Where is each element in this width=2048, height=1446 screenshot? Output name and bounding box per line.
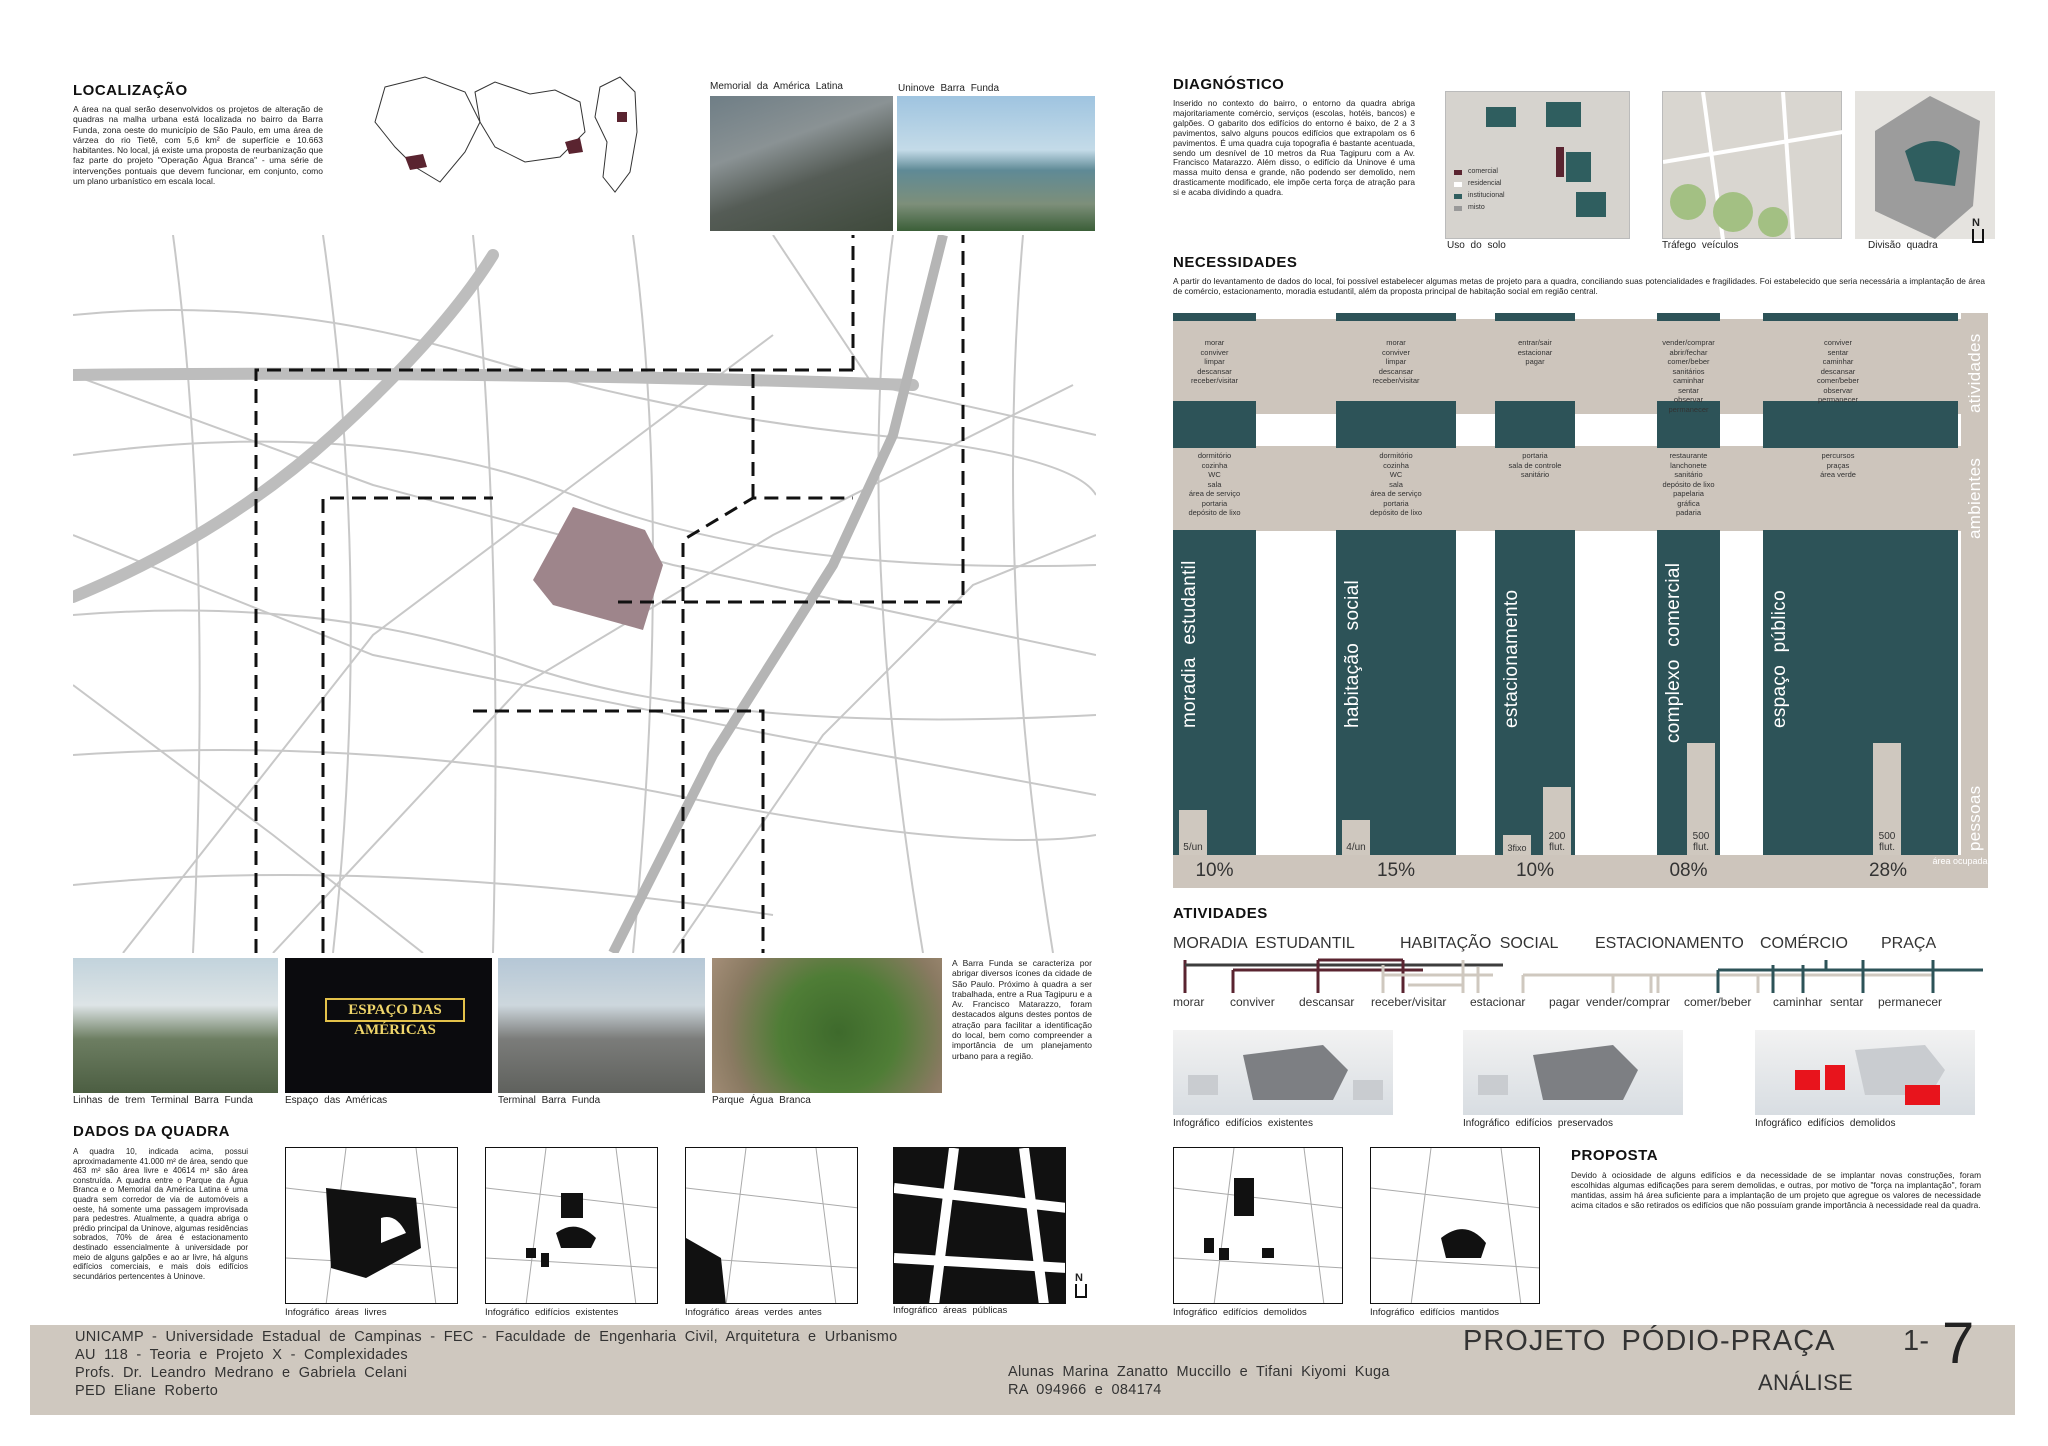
dados-text: A quadra 10, indicada acima, possui aproximadamente 41.000 m² de área, sendo que 463 m² são área livre e 40614 m² são área construída. A quadra entre o Parque da Água Branca e o Memorial da América Latina é uma quadra sem corredor de via de automóveis a oeste, há somente uma passagem improvisada para pedestres. Atualmente, a quadra abriga o prédio principal da Uninove, algumas residências sobrados, 70% de área é estacionamento destinado essencialmente à universidade por meio de alguns galpões e ao ar livre, há alguns edifícios comerciais, e mais dois edifícios secundários pertencentes à Uninove. <box>73 1147 248 1281</box>
map-areas-publicas <box>893 1147 1066 1304</box>
legend: comercial residencial institucional misto <box>1468 168 1505 211</box>
photo-caption: Terminal Barra Funda <box>498 1095 601 1106</box>
activity-list: morar conviver limpar descansar receber/visitar <box>1372 338 1420 385</box>
map-areas-verdes <box>685 1147 858 1304</box>
memorial-photo <box>710 96 893 231</box>
sheet-number: 7 <box>1942 1311 1975 1376</box>
project-title: PROJETO PÓDIO-PRAÇA <box>1463 1325 1836 1357</box>
uninove-photo <box>897 96 1095 231</box>
infografico-caption: Infográfico edifícios existentes <box>1173 1118 1313 1129</box>
needs-chart <box>1173 313 1988 888</box>
map-caption: Uso do solo <box>1447 240 1506 251</box>
area-percent: 10% <box>1195 860 1234 881</box>
necessidades-text: A partir do levantamento de dados do local, foi possível estabelecer algumas metas de projeto para a quadra, conciliando suas potencialidades e fragilidades. Foi estabelecido que seria necessária a implantação de área de comércio, estacionamento, moradia estudantil, além da proposta principal de habitação social em região central. <box>1173 276 1985 296</box>
side-label: atividades <box>1965 333 1984 413</box>
map-demolidos <box>1173 1147 1343 1304</box>
area-percent: 15% <box>1376 860 1416 881</box>
map-caption: Infográfico áreas verdes antes <box>685 1307 822 1318</box>
north-icon: N <box>1972 217 1984 243</box>
dados-title: DADOS DA QUADRA <box>73 1123 230 1140</box>
activity-links <box>1173 955 1983 995</box>
ambiente-list: restaurante lanchonete sanitário depósito de lixo papelaria gráfica padaria <box>1662 451 1715 517</box>
people-bar: 200 flut. <box>1543 787 1571 855</box>
train-photo <box>73 958 278 1093</box>
area-percent: 28% <box>1868 860 1908 881</box>
people-bar: 500 flut. <box>1873 743 1901 855</box>
ambiente-list: percursos praças área verde <box>1820 451 1856 479</box>
ambiente-list: dormitório cozinha WC sala área de serviço portaria depósito de lixo <box>1188 451 1241 517</box>
map-edificios-existentes <box>485 1147 658 1304</box>
map-caption: Tráfego veículos <box>1662 240 1739 251</box>
photo-caption: Parque Água Branca <box>712 1095 811 1106</box>
diagnostico-text: Inserido no contexto do bairro, o entorno da quadra abriga majoritariamente comércio, serviços (escolas, hotéis, bancos) e galpões. O gabarito dos edifícios do entorno é baixo, de 2 a 3 pavimentos, salvo alguns poucos edifícios que extrapolam os 6 pavimentos. É uma quadra cuja topografia é bastante acentuada, sendo um desnível de 10 metros da Rua Tagipuru com a Av. Francisco Matarazzo. Além disso, o edifício da Uninove é uma massa muito densa e grande, não podendo ser demolido, nem drasticamente modificado, ele impõe certa força de atração para si e acaba dividindo a quadra. <box>1173 98 1415 198</box>
people-bar: 4/un <box>1342 820 1370 855</box>
activity-items: morar conviver descansar receber/visitar estacionar pagar vender/comprar comer/beber caminhar sentar permanecer <box>1173 995 1943 1009</box>
activity-list: morar conviver limpar descansar receber/visitar <box>1190 338 1239 385</box>
espaco-sign: ESPAÇO DAS AMÉRICAS <box>325 998 465 1022</box>
barra-text: A Barra Funda se caracteriza por abrigar diversos ícones da cidade de São Paulo. Próximo à quadra a ser trabalhada, entre a Rua Tagipuru e a Av. Francisco Matarazzo, foram destacados alguns destes pontos de atração para facilitar a identificação do local, bem como compreender a importância de um planejamento urbano para a região. <box>952 958 1092 1061</box>
localizacao-text: A área na qual serão desenvolvidos os projetos de alteração de quadras na malha urbana está localizada no bairro da Barra Funda, zona oeste do município de São Paulo, em uma área de várzea do rio Tietê, com 5,6 km² de superfície e 10.663 habitantes. No local, já existe uma proposta de reurbanização que faz parte do projeto "Operação Água Branca" - uma série de intervenções pontuais que devem funcionar, em conjunto, como um plano urbanístico em escala local. <box>73 104 323 187</box>
parque-photo <box>712 958 942 1093</box>
need-name: estacionamento <box>1501 589 1522 728</box>
map-caption: Divisão quadra <box>1868 240 1938 251</box>
site-map <box>73 235 1096 953</box>
footer-line: AU 118 - Teoria e Projeto X - Complexidades <box>75 1347 408 1363</box>
need-name: moradia estudantil <box>1179 560 1200 728</box>
espaco-photo <box>285 958 492 1093</box>
map-caption: Infográfico edifícios existentes <box>485 1307 619 1318</box>
area-percent: 10% <box>1515 860 1555 881</box>
map-mantidos <box>1370 1147 1540 1304</box>
photo-caption: Uninove Barra Funda <box>898 83 1000 94</box>
north-icon: N <box>1075 1272 1087 1298</box>
need-name: espaço público <box>1769 590 1790 728</box>
infografico-preservados <box>1463 1030 1683 1115</box>
map-caption: Infográfico áreas livres <box>285 1307 387 1318</box>
footer-line: PED Eliane Roberto <box>75 1383 219 1399</box>
footer-line: Profs. Dr. Leandro Medrano e Gabriela Celani <box>75 1365 408 1381</box>
necessidades-title: NECESSIDADES <box>1173 254 1298 271</box>
atividades-title: ATIVIDADES <box>1173 905 1268 922</box>
uso-solo-map <box>1445 91 1630 239</box>
photo-caption: Espaço das Américas <box>285 1095 388 1106</box>
proposta-text: Devido à ociosidade de alguns edifícios e da necessidade de se implantar novas construções, foram escolhidas algumas edificações para serem demolidas, e outras, por motivo de "força na implantação", foram mantidas, assim há área suficiente para a implantação de um projeto que agregue os valores de necessidade acima citados e são retirados os edifícios que não possuíam grande importância à necessidade real da quadra. <box>1571 1170 1981 1210</box>
ambiente-list: dormitório cozinha WC sala área de serviço portaria depósito de lixo <box>1369 451 1423 517</box>
localizacao-title: LOCALIZAÇÃO <box>73 82 188 99</box>
footer-ra: RA 094966 e 084174 <box>1008 1382 1162 1398</box>
area-percent: 08% <box>1669 860 1708 881</box>
map-caption: Infográfico áreas públicas <box>893 1305 1008 1316</box>
side-label: pessoas <box>1965 785 1984 851</box>
diagnostico-title: DIAGNÓSTICO <box>1173 76 1285 93</box>
map-caption: Infográfico edifícios mantidos <box>1370 1307 1500 1318</box>
sheet-subtitle: ANÁLISE <box>1758 1370 1854 1395</box>
terminal-photo <box>498 958 705 1093</box>
proposta-title: PROPOSTA <box>1571 1147 1659 1164</box>
map-caption: Infográfico edifícios demolidos <box>1173 1307 1307 1318</box>
brazil-locator-map <box>345 62 665 212</box>
infografico-caption: Infográfico edifícios demolidos <box>1755 1118 1896 1129</box>
need-name: complexo comercial <box>1663 562 1684 743</box>
infografico-existentes <box>1173 1030 1393 1115</box>
activity-list: entrar/sair estacionar pagar <box>1517 338 1553 366</box>
side-label: ambientes <box>1965 457 1984 539</box>
trafego-map <box>1662 91 1842 239</box>
activity-list: conviver sentar caminhar descansar comer/beber observar permanecer <box>1816 338 1860 404</box>
people-bar: 5/un <box>1179 810 1207 855</box>
infografico-caption: Infográfico edifícios preservados <box>1463 1118 1613 1129</box>
people-bar: 3fixo <box>1503 835 1531 855</box>
activity-groups: MORADIA ESTUDANTIL HABITAÇÃO SOCIAL ESTACIONAMENTO COMÉRCIO PRAÇA <box>1173 935 1937 952</box>
footer-authors: Alunas Marina Zanatto Muccillo e Tifani Kiyomi Kuga <box>1008 1364 1390 1380</box>
ambiente-list: portaria sala de controle sanitário <box>1508 451 1562 479</box>
sheet-prefix: 1- <box>1903 1325 1930 1357</box>
side-label: área ocupada <box>1932 856 1988 866</box>
people-bar: 500 flut. <box>1687 743 1715 855</box>
infografico-demolidos <box>1755 1030 1975 1115</box>
photo-caption: Memorial da América Latina <box>710 81 843 92</box>
activity-list: vender/comprar abrir/fechar comer/beber sanitários caminhar sentar observar permanecer <box>1662 338 1715 414</box>
footer-line: UNICAMP - Universidade Estadual de Campinas - FEC - Faculdade de Engenharia Civil, Arquitetura e Urbanismo <box>75 1329 898 1345</box>
map-areas-livres <box>285 1147 458 1304</box>
need-name: habitação social <box>1342 579 1363 728</box>
photo-caption: Linhas de trem Terminal Barra Funda <box>73 1095 253 1106</box>
